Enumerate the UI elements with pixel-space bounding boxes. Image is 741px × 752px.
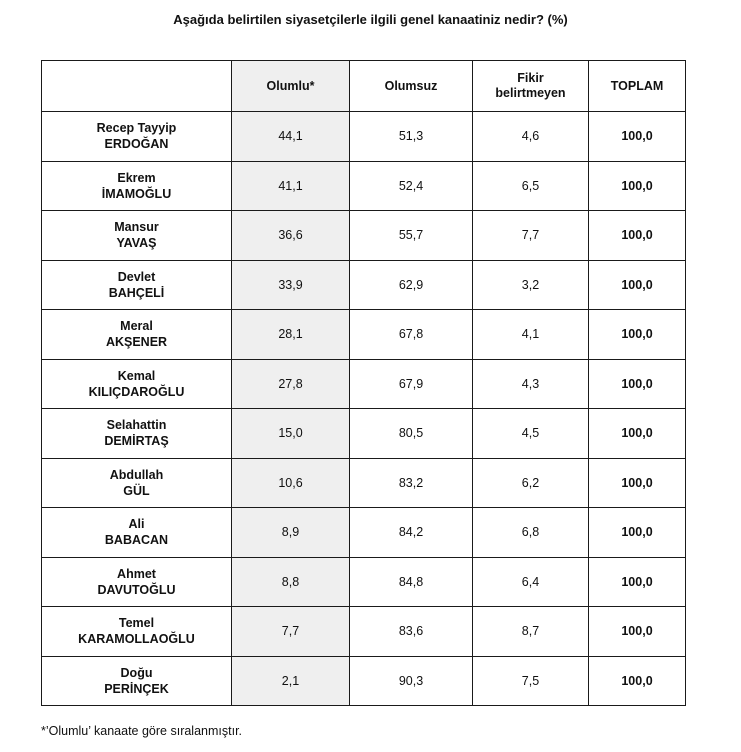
undecided-cell: 3,2: [473, 260, 589, 310]
total-cell: 100,0: [589, 656, 686, 706]
table-row: [42, 211, 686, 261]
politician-name-cell: [42, 656, 232, 706]
positive-cell: 8,9: [232, 508, 350, 558]
undecided-cell: 7,7: [473, 211, 589, 261]
header-negative: Olumsuz: [350, 61, 473, 112]
table-row: [42, 656, 686, 706]
politician-first-name: Ekrem: [117, 170, 156, 185]
positive-cell: 36,6: [232, 211, 350, 261]
table-body: [42, 112, 686, 706]
positive-cell: 2,1: [232, 656, 350, 706]
negative-cell: 83,6: [350, 607, 473, 657]
table-row: [42, 112, 686, 162]
politician-last-name: DAVUTOĞLU: [97, 582, 176, 597]
undecided-cell: 6,2: [473, 458, 589, 508]
politician-first-name: Devlet: [117, 269, 156, 284]
undecided-cell: 8,7: [473, 607, 589, 657]
negative-cell: 80,5: [350, 409, 473, 459]
politician-name-cell: [42, 112, 232, 162]
total-cell: 100,0: [589, 211, 686, 261]
negative-cell: 62,9: [350, 260, 473, 310]
positive-cell: 7,7: [232, 607, 350, 657]
politician-name-cell: [42, 557, 232, 607]
politician-name-cell: [42, 508, 232, 558]
header-total: TOPLAM: [589, 61, 686, 112]
positive-cell: 28,1: [232, 310, 350, 360]
politician-first-name: Abdullah: [109, 467, 164, 482]
politician-last-name: BABACAN: [104, 533, 169, 548]
politician-last-name: KARAMOLLAOĞLU: [78, 632, 195, 647]
politician-first-name: Temel: [118, 616, 155, 631]
positive-cell: 27,8: [232, 359, 350, 409]
politician-name-cell: [42, 458, 232, 508]
total-cell: 100,0: [589, 607, 686, 657]
negative-cell: 55,7: [350, 211, 473, 261]
table-row: [42, 557, 686, 607]
negative-cell: 51,3: [350, 112, 473, 162]
table-row: [42, 607, 686, 657]
positive-cell: 8,8: [232, 557, 350, 607]
positive-cell: 41,1: [232, 161, 350, 211]
politician-last-name: ERDOĞAN: [104, 137, 169, 152]
positive-cell: 15,0: [232, 409, 350, 459]
politician-first-name: Recep Tayyip: [96, 121, 177, 136]
undecided-cell: 4,1: [473, 310, 589, 360]
politician-first-name: Selahattin: [106, 418, 167, 433]
politician-last-name: GÜL: [123, 483, 150, 498]
negative-cell: 84,2: [350, 508, 473, 558]
politician-last-name: PERİNÇEK: [104, 681, 169, 696]
table-row: [42, 310, 686, 360]
table-row: [42, 458, 686, 508]
negative-cell: 67,8: [350, 310, 473, 360]
negative-cell: 90,3: [350, 656, 473, 706]
politician-first-name: Ahmet: [117, 566, 156, 581]
positive-cell: 33,9: [232, 260, 350, 310]
total-cell: 100,0: [589, 112, 686, 162]
politician-name-cell: [42, 359, 232, 409]
politician-name-cell: [42, 409, 232, 459]
total-cell: 100,0: [589, 161, 686, 211]
total-cell: 100,0: [589, 409, 686, 459]
header-undecided: [473, 61, 589, 112]
header-empty: [42, 61, 232, 112]
politician-name-cell: [42, 161, 232, 211]
total-cell: 100,0: [589, 260, 686, 310]
header-undecided-line1: Fikir: [517, 71, 544, 85]
negative-cell: 52,4: [350, 161, 473, 211]
negative-cell: 83,2: [350, 458, 473, 508]
total-cell: 100,0: [589, 310, 686, 360]
politician-name-cell: [42, 310, 232, 360]
politician-last-name: İMAMOĞLU: [101, 186, 172, 201]
politician-first-name: Mansur: [114, 220, 159, 235]
undecided-cell: 6,4: [473, 557, 589, 607]
positive-cell: 44,1: [232, 112, 350, 162]
negative-cell: 84,8: [350, 557, 473, 607]
politician-last-name: KILIÇDAROĞLU: [88, 384, 185, 399]
politician-last-name: AKŞENER: [105, 335, 168, 350]
politician-last-name: DEMİRTAŞ: [104, 434, 169, 449]
table-row: [42, 260, 686, 310]
undecided-cell: 7,5: [473, 656, 589, 706]
undecided-cell: 4,3: [473, 359, 589, 409]
total-cell: 100,0: [589, 458, 686, 508]
politician-name-cell: [42, 260, 232, 310]
header-positive: Olumlu*: [232, 61, 350, 112]
positive-cell: 10,6: [232, 458, 350, 508]
page-title: Aşağıda belirtilen siyasetçilerle ilgili genel kanaatiniz nedir? (%): [173, 12, 568, 27]
table-row: [42, 409, 686, 459]
total-cell: 100,0: [589, 508, 686, 558]
header-undecided-line2: belirtmeyen: [495, 86, 566, 100]
politician-first-name: Meral: [120, 319, 153, 334]
total-cell: 100,0: [589, 557, 686, 607]
negative-cell: 67,9: [350, 359, 473, 409]
survey-table: [41, 60, 686, 706]
table-row: [42, 508, 686, 558]
total-cell: 100,0: [589, 359, 686, 409]
table-row: [42, 161, 686, 211]
header-row: [42, 61, 686, 112]
undecided-cell: 6,5: [473, 161, 589, 211]
politician-last-name: YAVAŞ: [116, 236, 157, 251]
undecided-cell: 4,6: [473, 112, 589, 162]
undecided-cell: 6,8: [473, 508, 589, 558]
politician-first-name: Kemal: [117, 368, 156, 383]
undecided-cell: 4,5: [473, 409, 589, 459]
politician-first-name: Ali: [128, 517, 145, 532]
politician-first-name: Doğu: [120, 665, 153, 680]
table-row: [42, 359, 686, 409]
politician-last-name: BAHÇELİ: [108, 285, 165, 300]
politician-name-cell: [42, 211, 232, 261]
politician-name-cell: [42, 607, 232, 657]
footnote: *’Olumlu’ kanaate göre sıralanmıştır.: [41, 724, 243, 738]
